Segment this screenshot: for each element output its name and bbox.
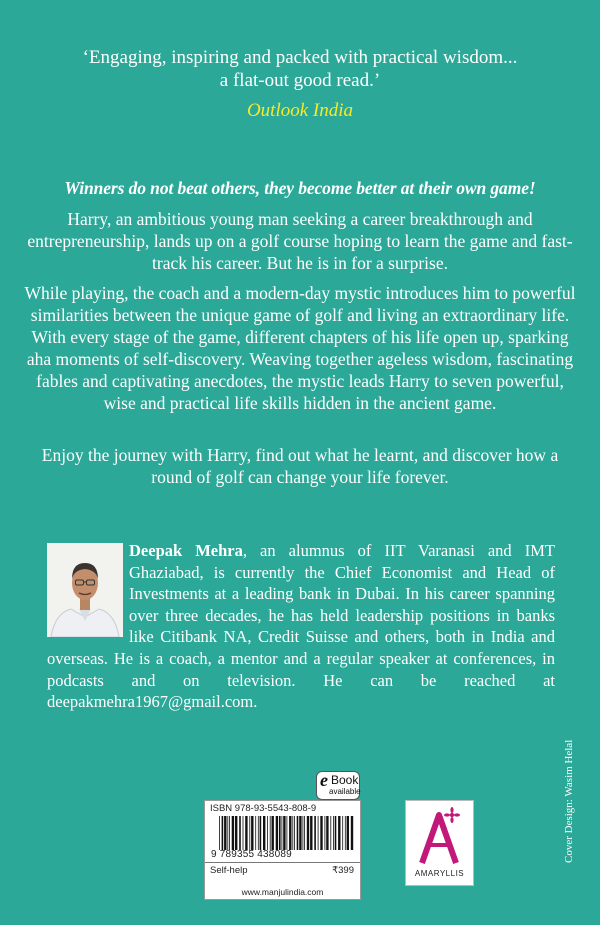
barcode-bar [303,816,304,850]
barcode-bar [314,816,316,850]
barcode-bar [270,816,271,850]
review-quote-line-1: ‘Engaging, inspiring and packed with practical wisdom... [82,47,518,68]
barcode-bar [249,816,250,850]
isbn-label: ISBN 978-93-5543-808-9 [210,803,317,814]
tagline: Winners do not beat others, they become better at their own game! [64,178,536,198]
barcode-bar [347,816,349,850]
barcode-bar [283,816,285,850]
barcode-bar [251,816,253,850]
barcode-bar [260,816,262,850]
barcode-bar [279,816,281,850]
barcode-bar [294,816,295,850]
review-source: Outlook India [246,100,354,121]
barcode-bar [292,816,293,850]
barcode-bar [222,816,224,850]
barcode-bar [255,816,256,850]
barcode-bar [224,816,226,850]
barcode-bar [326,816,328,850]
blurb-paragraph-2: While playing, the coach and a modern-day mystic introduces him to powerful similarities between the unique game of golf and living an extraordinary life. With every stage of the game, different chapters of his life open up, sparking aha moments of self-discovery. Weaving together ageless wisdom, fascinating fables and captivating anecdotes, the mystic leads Harry to seven powerful, wise and practical life skills hidden in the ancient game. [24,283,576,413]
barcode-bar [219,816,220,850]
barcode-digits: 9 789355 438089 [211,849,292,860]
barcode-bar [320,816,322,850]
blurb-paragraph-3: Enjoy the journey with Harry, find out what he learnt, and discover how a round of golf can change your life forever. [41,445,559,487]
barcode-bar [243,816,244,850]
amaryllis-emblem [406,801,473,867]
barcode-bar [245,816,247,850]
author-bio [47,540,555,713]
barcode-bar [333,816,334,850]
barcode-bar [345,816,346,850]
author-bio-text: , an alumnus of IIT Varanasi and IMT Ghaziabad, is currently the Chief Economist and Head of Investments at a leading bank in Dubai. In his career spanning over three decades, he has held leadership positions in banks like Citibank NA, Credit Suisse and others, both in India and overseas. He is a coach, a mentor and a regular speaker at conferences, in podcasts and on television. He can be reached at deepakmehra1967@gmail.com. [47,541,555,712]
barcode-bar [272,816,274,850]
barcode-bar [232,816,234,850]
category-label: Self-help [210,865,248,876]
ebook-available-badge [316,771,360,800]
review-quote-line-2: a flat-out good read.’ [219,70,381,91]
barcode-bar [227,816,228,850]
price-label: ₹399 [332,865,354,876]
barcode-bar [325,816,326,850]
barcode-bar [330,816,331,850]
barcode-bar [235,816,237,850]
ebook-badge-status: available [329,787,361,796]
ebook-badge-letter: e [320,770,328,790]
barcode-bar [307,816,309,850]
barcode-bar [304,816,305,850]
cover-design-credit: Cover Design: Wasim Helal [563,740,575,864]
barcode-graphic [219,816,355,850]
blurb-paragraph-1: Harry, an ambitious young man seeking a career breakthrough and entrepreneurship, lands up on a golf course hoping to learn the game and fast-track his career. But he is in for a surprise. [27,209,573,273]
barcode-bar [289,816,291,850]
barcode-bar [299,816,301,850]
barcode-bar [297,816,299,850]
barcode-bar [310,816,312,850]
publisher-website: www.manjulindia.com [204,885,361,900]
barcode-bar [258,816,259,850]
barcode-bar [229,816,230,850]
publisher-name: AMARYLLIS [414,869,465,878]
barcode-bar [267,816,268,850]
author-name: Deepak Mehra [129,541,243,560]
publisher-logo [405,800,474,886]
barcode-bar [287,816,288,850]
barcode-bar [351,816,353,850]
category-price-row [205,862,360,885]
barcode-bar [239,816,241,850]
barcode-bar [276,816,278,850]
barcode-bar [318,816,319,850]
barcode-bar [335,816,337,850]
barcode-bar [263,816,265,850]
barcode-bar [342,816,343,850]
barcode-panel [204,800,361,886]
review-quote [0,46,600,92]
barcode-bar [338,816,340,850]
ebook-badge-word: Book [331,773,359,787]
barcode-bar [282,816,283,850]
